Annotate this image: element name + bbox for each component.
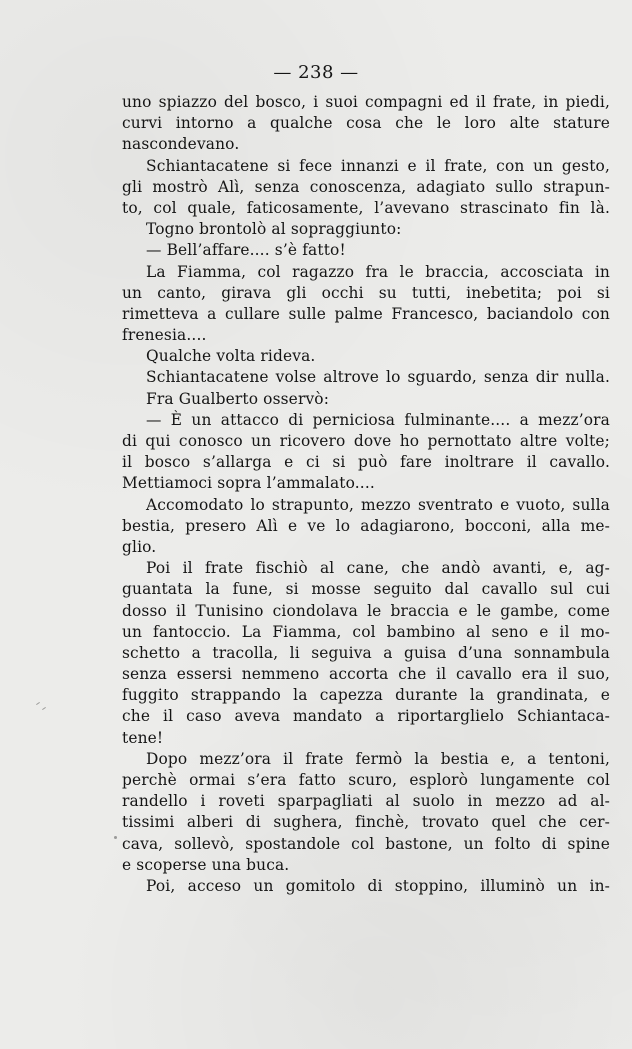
text-line: uno spiazzo del bosco, i suoi compagni ed il frate, in piedi, <box>122 93 610 111</box>
text-line: cava, sollevò, spostandole col bastone, un folto di spine <box>122 834 610 853</box>
paper-mark <box>36 702 40 705</box>
text-line: — È un attacco di perniciosa fulminante.... a mezz’ora <box>146 410 610 429</box>
text-line: Dopo mezz’ora il frate fermò la bestia e, a tentoni, <box>146 749 610 768</box>
text-line: glio. <box>122 537 157 556</box>
text-line: Poi il frate fischiò al cane, che andò avanti, e, ag- <box>146 559 610 578</box>
text-line: perchè ormai s’era fatto scuro, esplorò lungamente col <box>122 771 610 789</box>
text-line: rimetteva a cullare sulle palme Francesco, baciandolo con <box>122 304 610 323</box>
text-line: fuggito strappando la capezza durante la grandinata, e <box>122 686 610 705</box>
text-line: il bosco s’allarga e ci si può fare inoltrare il cavallo. <box>122 453 610 472</box>
text-line: — Bell’affare.... s’è fatto! <box>146 241 346 260</box>
text-line: Schiantacatene si fece innanzi e il frate, con un gesto, <box>146 156 610 175</box>
text-line: un fantoccio. La Fiamma, col bambino al seno e il mo- <box>122 622 610 641</box>
text-line: Togno brontolò al sopraggiunto: <box>146 220 402 239</box>
text-line: Schiantacatene volse altrove lo sguardo, senza dir nulla. <box>146 368 610 387</box>
text-line: e scoperse una buca. <box>122 855 290 874</box>
text-line: Accomodato lo strapunto, mezzo sventrato e vuoto, sulla <box>146 495 610 514</box>
text-line: Poi, acceso un gomitolo di stoppino, illuminò un in- <box>146 876 610 895</box>
text-line: schetto a tracolla, li seguiva a guisa d’una sonnambula <box>122 643 610 662</box>
text-line: Qualche volta rideva. <box>146 347 316 366</box>
text-line: dosso il Tunisino ciondolava le braccia e le gambe, come <box>122 601 610 620</box>
text-line: un canto, girava gli occhi su tutti, inebetita; poi si <box>122 283 610 302</box>
text-line: randello i roveti sparpagliati al suolo in mezzo ad al- <box>122 792 610 811</box>
text-line: tene! <box>122 728 164 747</box>
text-line: Fra Gualberto osservò: <box>146 389 330 408</box>
text-line: che il caso aveva mandato a riportarglielo Schiantaca- <box>122 707 610 726</box>
text-line: senza essersi nemmeno accorta che il cavallo era il suo, <box>122 665 610 684</box>
text-line: Mettiamoci sopra l’ammalato.... <box>122 474 375 493</box>
text-line: tissimi alberi di sughera, finchè, trovato quel che cer- <box>122 813 610 832</box>
paper-mark <box>114 836 117 839</box>
text-line: di qui conosco un ricovero dove ho pernottato altre volte; <box>122 432 610 450</box>
text-line: bestia, presero Alì e ve lo adagiarono, bocconi, alla me- <box>122 516 610 535</box>
text-line: curvi intorno a qualche cosa che le loro alte stature <box>122 114 610 133</box>
text-line: gli mostrò Alì, senza conoscenza, adagiato sullo strapun- <box>122 177 610 196</box>
text-line: guantata la fune, si mosse seguito dal cavallo sul cui <box>122 580 610 599</box>
paper-mark <box>42 707 46 710</box>
text-line: frenesia.... <box>122 326 207 345</box>
text-line: nascondevano. <box>122 135 240 154</box>
text-line: La Fiamma, col ragazzo fra le braccia, accosciata in <box>146 262 610 281</box>
page-number: — 238 — <box>273 62 359 83</box>
page-text <box>122 92 610 897</box>
text-line: to, col quale, faticosamente, l’avevano strascinato fin là. <box>122 198 610 217</box>
